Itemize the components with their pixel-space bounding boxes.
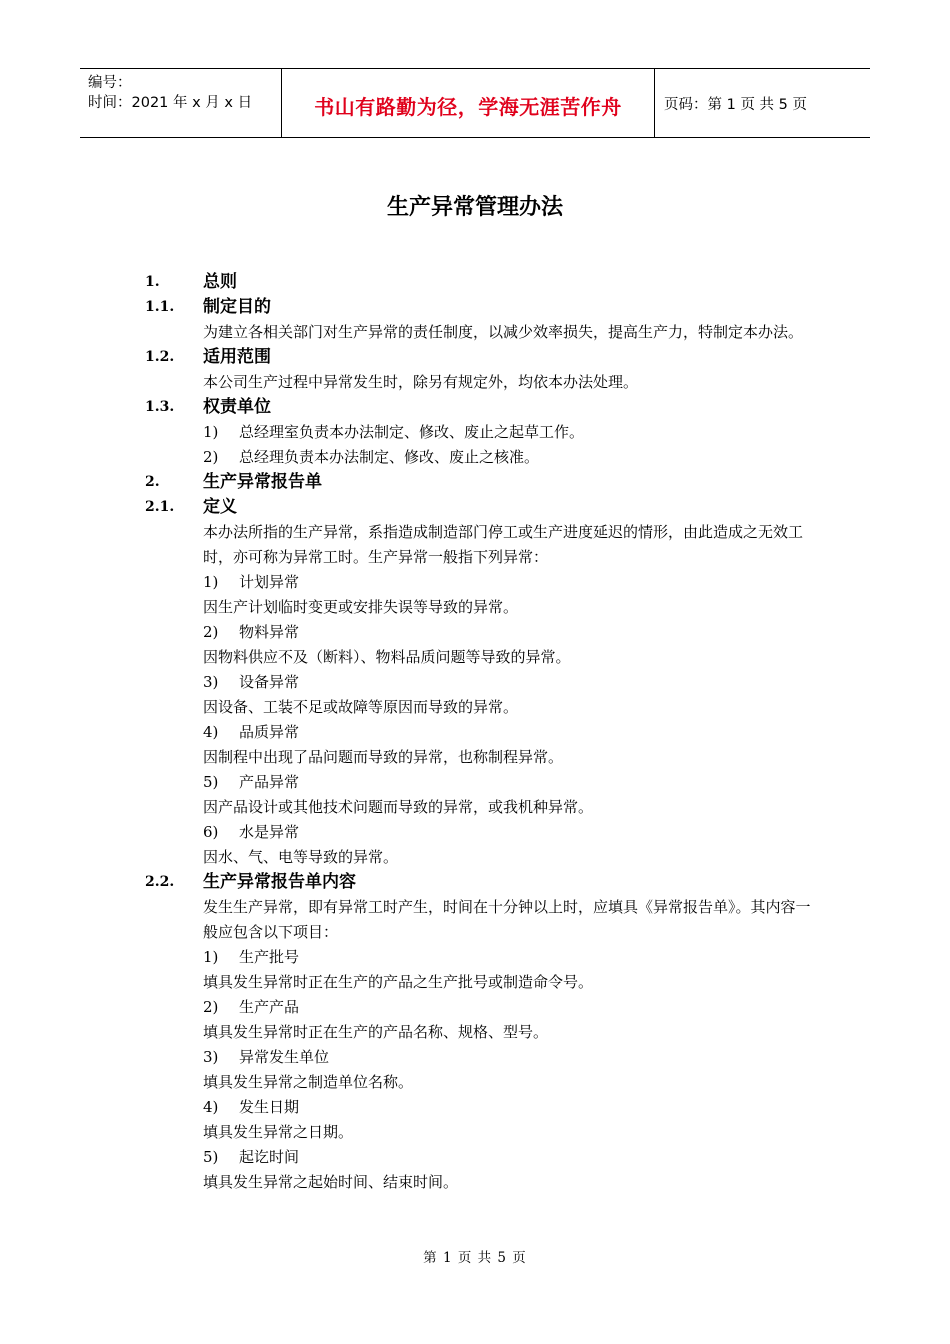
section-label: 制定目的	[203, 297, 271, 317]
list-number: 3)	[203, 673, 219, 691]
list-text: 发生日期	[239, 1098, 300, 1116]
page-footer: 第 1 页 共 5 页	[423, 1250, 527, 1266]
list-description: 因制程中出现了品问题而导致的异常，也称制程异常。	[203, 748, 564, 766]
list-description: 因产品设计或其他技术问题而导致的异常，或我机种异常。	[203, 798, 594, 816]
list-text: 物料异常	[239, 623, 300, 641]
section-number: 2.2.	[145, 874, 175, 890]
list-number: 5)	[203, 773, 219, 791]
section-heading	[145, 870, 825, 895]
list-item	[145, 570, 825, 595]
document-title: 生产异常管理办法	[386, 195, 563, 220]
document-header	[80, 68, 870, 138]
section-heading	[145, 395, 825, 420]
list-text: 计划异常	[239, 573, 300, 591]
list-number: 2)	[203, 998, 219, 1016]
paragraph: 本办法所指的生产异常，系指造成制造部门停工或生产进度延迟的情形，由此造成之无效工时，亦可称为异常工时。生产异常一般指下列异常：	[203, 523, 804, 566]
list-text: 产品异常	[239, 773, 300, 791]
list-item	[145, 420, 825, 445]
document-body	[145, 270, 825, 1195]
list-number: 3)	[203, 1048, 219, 1066]
number-label: 编号：	[88, 75, 132, 91]
section-number: 2.	[145, 474, 160, 490]
list-number: 1)	[203, 573, 219, 591]
list-number: 6)	[203, 823, 219, 841]
list-item	[145, 1095, 825, 1120]
list-item	[145, 770, 825, 795]
list-text: 生产产品	[239, 998, 300, 1016]
section-label: 生产异常报告单	[203, 472, 322, 492]
list-number: 1)	[203, 423, 219, 441]
list-text: 生产批号	[239, 948, 300, 966]
header-meta	[88, 73, 252, 113]
section-heading	[145, 495, 825, 520]
list-number: 2)	[203, 448, 219, 466]
list-item	[145, 445, 825, 470]
paragraph: 本公司生产过程中异常发生时，除另有规定外，均依本办法处理。	[203, 373, 639, 391]
section-number: 1.	[145, 274, 160, 290]
list-text: 品质异常	[239, 723, 300, 741]
list-number: 2)	[203, 623, 219, 641]
list-description: 因物料供应不及（断料）、物料品质问题等导致的异常。	[203, 648, 571, 666]
section-label: 定义	[203, 497, 237, 517]
list-number: 4)	[203, 723, 219, 741]
header-page-info: 页码：第 1 页 共 5 页	[664, 97, 807, 113]
section-label: 生产异常报告单内容	[203, 872, 356, 892]
section-label: 权责单位	[203, 397, 271, 417]
paragraph: 为建立各相关部门对生产异常的责任制度，以减少效率损失，提高生产力，特制定本办法。	[203, 323, 804, 341]
list-text: 起讫时间	[239, 1148, 300, 1166]
list-description: 因设备、工装不足或故障等原因而导致的异常。	[203, 698, 519, 716]
list-text: 总经理负责本办法制定、修改、废止之核准。	[239, 448, 540, 466]
section-heading	[145, 270, 825, 295]
list-item	[145, 620, 825, 645]
list-item	[145, 720, 825, 745]
list-item	[145, 1145, 825, 1170]
list-description: 填具发生异常时正在生产的产品之生产批号或制造命令号。	[203, 973, 594, 991]
list-number: 4)	[203, 1098, 219, 1116]
time-label: 时间：2021 年 x 月 x 日	[88, 95, 253, 111]
paragraph: 发生生产异常，即有异常工时产生，时间在十分钟以上时，应填具《异常报告单》。其内容一般应包含以下项目：	[203, 898, 811, 941]
list-item	[145, 670, 825, 695]
section-label: 总则	[203, 272, 237, 292]
header-divider	[654, 69, 655, 137]
section-number: 2.1.	[145, 499, 175, 515]
list-item	[145, 820, 825, 845]
list-text: 设备异常	[239, 673, 300, 691]
list-text: 水是异常	[239, 823, 300, 841]
list-text: 异常发生单位	[239, 1048, 330, 1066]
section-number: 1.1.	[145, 299, 175, 315]
list-item	[145, 945, 825, 970]
section-heading	[145, 470, 825, 495]
list-description: 因水、气、电等导致的异常。	[203, 848, 399, 866]
list-description: 填具发生异常之日期。	[203, 1123, 354, 1141]
section-number: 1.2.	[145, 349, 175, 365]
section-heading	[145, 295, 825, 320]
list-description: 因生产计划临时变更或安排失误等导致的异常。	[203, 598, 519, 616]
section-heading	[145, 345, 825, 370]
list-number: 5)	[203, 1148, 219, 1166]
list-text: 总经理室负责本办法制定、修改、废止之起草工作。	[239, 423, 585, 441]
list-item	[145, 1045, 825, 1070]
list-number: 1)	[203, 948, 219, 966]
section-number: 1.3.	[145, 399, 175, 415]
header-motto: 书山有路勤为径，学海无涯苦作舟	[314, 95, 622, 119]
list-description: 填具发生异常之起始时间、结束时间。	[203, 1173, 459, 1191]
section-label: 适用范围	[203, 347, 271, 367]
list-description: 填具发生异常时正在生产的产品名称、规格、型号。	[203, 1023, 549, 1041]
list-item	[145, 995, 825, 1020]
list-description: 填具发生异常之制造单位名称。	[203, 1073, 414, 1091]
